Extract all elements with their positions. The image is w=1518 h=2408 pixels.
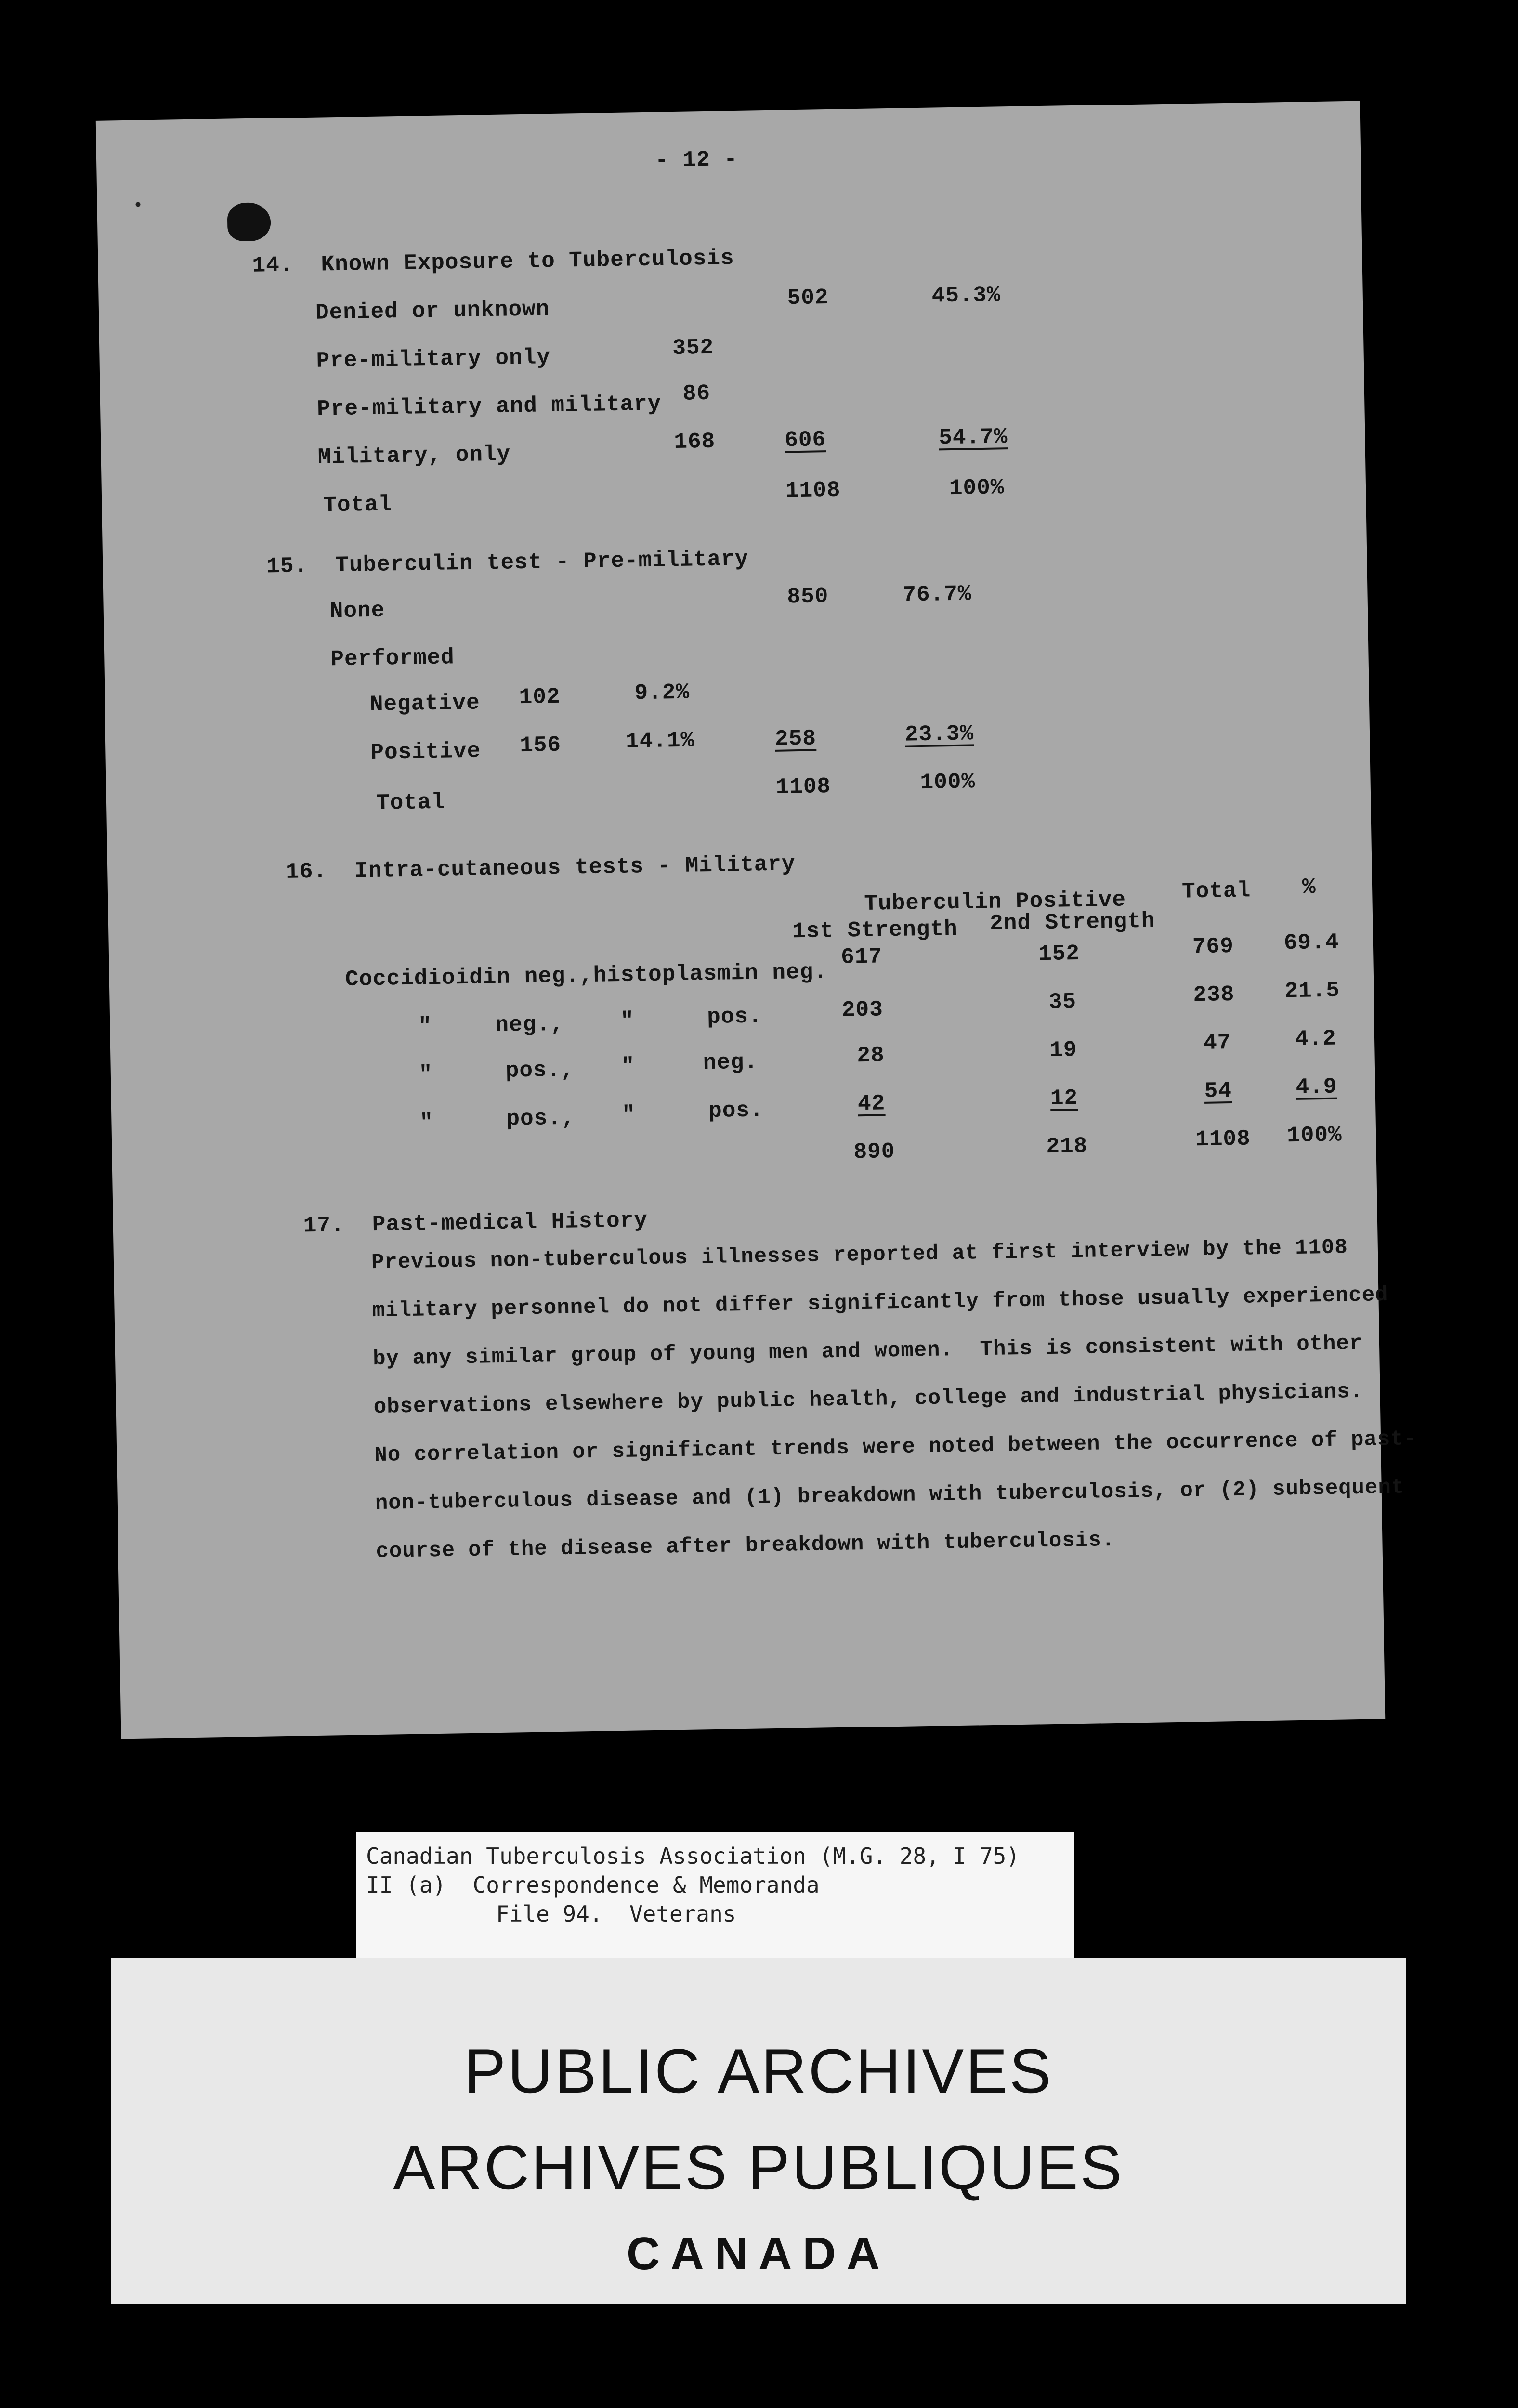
s14-label: Pre-military only: [316, 345, 551, 374]
s14-pct: 100%: [949, 475, 1005, 501]
s15-positive-pct: 14.1%: [625, 728, 695, 754]
s15-none-count: 850: [787, 584, 829, 610]
s15-negative-pct: 9.2%: [634, 680, 690, 706]
s14-label: Pre-military and military: [316, 391, 662, 422]
s16-1st: 617: [840, 944, 883, 970]
archive-label-line: II (a) Correspondence & Memoranda: [366, 1872, 820, 1898]
s16-1st: 203: [841, 997, 884, 1023]
s14-pct: 54.7%: [938, 424, 1008, 451]
s17-line: military personnel do not differ significantly from those usually experienced: [372, 1283, 1388, 1323]
s16-result: pos.: [708, 1098, 764, 1124]
s16-ditto: ": [418, 1014, 432, 1039]
s15-performed-label: Performed: [330, 645, 455, 672]
s17-paragraph: [371, 1224, 1417, 1576]
s16-pct: 4.9: [1296, 1074, 1337, 1100]
ink-speck: [135, 202, 140, 207]
s17-line: observations elsewhere by public health, college and industrial physicians.: [373, 1379, 1364, 1420]
s14-label: Total: [323, 492, 393, 518]
s14-sub: 352: [672, 335, 714, 361]
s15-performed-count: 258: [774, 726, 817, 752]
s15-total-pct: 100%: [920, 769, 976, 796]
s16-pct: 4.2: [1295, 1026, 1337, 1052]
s16-ditto: ": [419, 1062, 433, 1087]
s16-result: pos.,: [506, 1105, 576, 1132]
s14-count: 1108: [785, 477, 841, 504]
s15-total-count: 1108: [775, 774, 831, 800]
s16-row-label: Coccidioidin neg.,histoplasmin neg.: [345, 959, 828, 992]
s16-2nd: 152: [1038, 941, 1080, 967]
s14-count: 502: [787, 285, 829, 311]
archives-stamp-line: CANADA: [627, 2228, 890, 2279]
s16-total-pct: 100%: [1286, 1122, 1342, 1149]
archives-stamp-line: ARCHIVES PUBLIQUES: [393, 2132, 1124, 2202]
s14-count: 606: [784, 427, 826, 453]
s16-total-1st: 890: [853, 1139, 895, 1165]
s16-pct: 21.5: [1284, 978, 1340, 1004]
document-page: [96, 101, 1417, 1739]
section-15-heading: 15. Tuberculin test - Pre-military: [266, 546, 749, 579]
archives-stamp-line: PUBLIC ARCHIVES: [464, 2036, 1053, 2106]
s16-pct: 69.4: [1283, 929, 1339, 956]
s15-total-label: Total: [376, 789, 445, 816]
archive-reference-label: [356, 1832, 1074, 1958]
s15-none-label: None: [329, 598, 385, 624]
s16-ditto: ": [419, 1110, 434, 1136]
s17-line: by any similar group of young men and women. This is consistent with other: [372, 1331, 1363, 1372]
s14-sub: 168: [673, 429, 716, 455]
s16-total: 47: [1203, 1030, 1231, 1056]
archive-label-line: File 94. Veterans: [496, 1901, 736, 1927]
s15-performed-pct: 23.3%: [904, 721, 974, 747]
ink-blot: [227, 202, 271, 241]
s16-total-total: 1108: [1195, 1126, 1251, 1152]
s14-label: Military, only: [317, 442, 511, 470]
s15-negative-count: 102: [519, 684, 561, 710]
s14-sub: 86: [682, 380, 711, 406]
s16-result: neg.: [703, 1049, 759, 1076]
s15-negative-label: Negative: [369, 690, 481, 718]
s16-ditto: ": [621, 1054, 635, 1079]
s16-col-total: Total: [1181, 878, 1251, 904]
s17-line: non-tuberculous disease and (1) breakdown with tuberculosis, or (2) subsequent: [375, 1475, 1405, 1516]
s17-line: course of the disease after breakdown with tuberculosis.: [376, 1528, 1115, 1564]
s15-positive-count: 156: [519, 732, 562, 759]
section-16-heading: 16. Intra-cutaneous tests - Military: [285, 851, 796, 885]
archive-label-line: Canadian Tuberculosis Association (M.G. 28, I 75): [366, 1843, 1020, 1869]
s15-none-pct: 76.7%: [903, 581, 972, 608]
section-14-heading: 14. Known Exposure to Tuberculosis: [252, 246, 734, 278]
s16-total: 238: [1193, 982, 1235, 1008]
s16-result: pos.,: [505, 1057, 575, 1084]
archives-stamp: [111, 1958, 1406, 2304]
s16-total: 54: [1204, 1078, 1232, 1104]
s16-col-1st: 1st Strength: [792, 916, 958, 944]
s16-2nd: 19: [1049, 1037, 1077, 1063]
s16-ditto: ": [621, 1102, 636, 1127]
s14-label: Denied or unknown: [315, 297, 550, 326]
s16-result: pos.: [707, 1004, 762, 1030]
s16-total: 769: [1192, 933, 1234, 960]
s16-2nd: 12: [1050, 1086, 1078, 1111]
s16-2nd: 35: [1048, 989, 1077, 1015]
s16-total-2nd: 218: [1046, 1133, 1088, 1160]
s16-1st: 42: [857, 1091, 886, 1117]
s16-col-pct: %: [1302, 875, 1317, 900]
s16-col-2nd: 2nd Strength: [989, 908, 1155, 936]
s16-1st: 28: [857, 1043, 885, 1069]
s17-line: Previous non-tuberculous illnesses reported at first interview by the 1108: [371, 1235, 1348, 1275]
s15-positive-label: Positive: [370, 738, 481, 766]
s17-line: No correlation or significant trends were noted between the occurrence of past-: [374, 1427, 1417, 1468]
s16-result: neg.,: [495, 1011, 564, 1038]
s16-ditto: ": [620, 1008, 635, 1034]
s16-header-group: Tuberculin Positive: [864, 887, 1126, 916]
section-17-heading: 17. Past-medical History: [303, 1208, 648, 1239]
s14-pct: 45.3%: [931, 282, 1001, 309]
page-number: - 12 -: [654, 146, 738, 173]
